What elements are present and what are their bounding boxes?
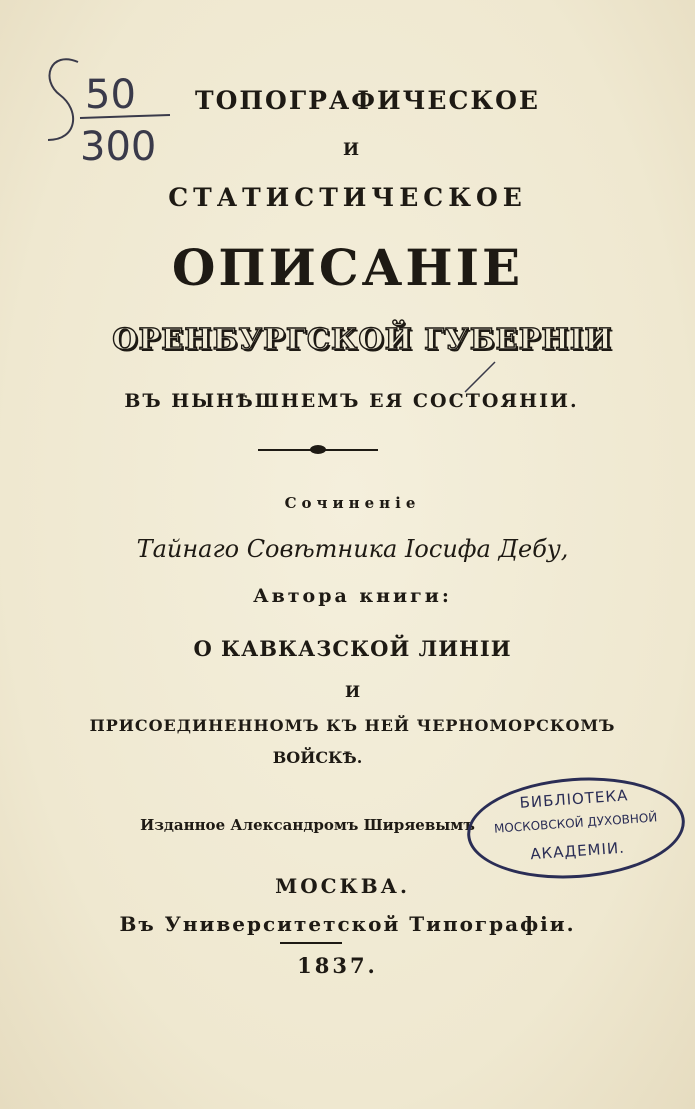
title-region: ОРЕНБУРГСКОЙ ГУБЕРНІИ xyxy=(112,322,613,356)
shelfmark-numerator: 50 xyxy=(85,72,136,118)
imprint-city: МОСКВА. xyxy=(275,874,410,898)
title-line-1: ТОПОГРАФИЧЕСКОЕ xyxy=(195,86,540,115)
title-subtitle: ВЪ НЫНѢШНЕМЪ ЕЯ СОСТОЯНІИ. xyxy=(124,390,579,412)
imprint-year: 1837. xyxy=(297,953,378,978)
author-role: Автора книги: xyxy=(253,585,452,607)
publisher-line: Изданное Александромъ Ширяевымъ xyxy=(140,816,475,834)
stamp-line-3: АКАДЕМІИ. xyxy=(529,838,626,864)
library-stamp xyxy=(464,771,688,886)
stamp-line-2: МОСКОВСКОЙ ДУХОВНОЙ xyxy=(493,810,658,836)
shelfmark-denominator: 300 xyxy=(80,124,157,170)
stamp-line-1: БИБЛІОТЕКА xyxy=(519,786,629,812)
prior-book-conjunction: И xyxy=(344,682,361,701)
divider-ornament xyxy=(310,445,326,454)
prior-book-title: О КАВКАЗСКОЙ ЛИНІИ xyxy=(193,636,512,661)
author-name: Тайнаго Совѣтника Іосифа Дебу, xyxy=(136,535,569,563)
pencil-mark xyxy=(465,362,495,392)
prior-book-line-4: ВОЙСКѢ. xyxy=(272,748,363,767)
imprint-rule xyxy=(280,942,342,944)
prior-book-line-3: ПРИСОЕДИНЕННОМЪ КЪ НЕЙ ЧЕРНОМОРСКОМЪ xyxy=(89,716,616,735)
imprint-press: Въ Университетской Типографіи. xyxy=(119,912,576,936)
author-heading: Сочиненіе xyxy=(284,494,421,512)
ornamental-divider xyxy=(258,444,378,456)
title-main: ОПИСАНІЕ xyxy=(171,238,524,297)
title-line-3: СТАТИСТИЧЕСКОЕ xyxy=(168,183,527,212)
title-conjunction: И xyxy=(342,140,363,160)
